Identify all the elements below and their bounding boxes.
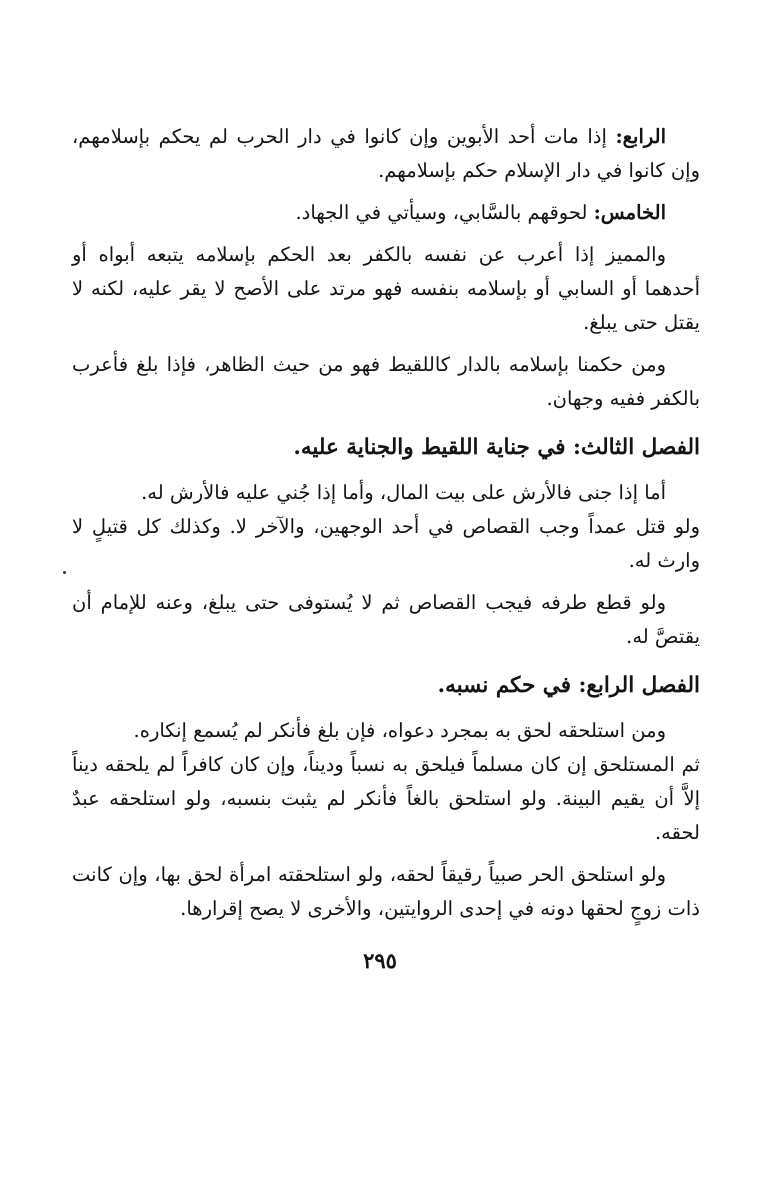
section4-paragraph: ولو استلحق الحر صبياً رقيقاً لحقه، ولو استلحقته امرأة لحق بها، وإن كانت ذات زوجٍ لحقها دونه في إحدى الروايتين، والأخرى لا يصح إقرارها. [72,863,700,920]
paragraph-fourth [72,120,700,188]
section-heading-4: الفصل الرابع: في حكم نسبه. [437,673,700,698]
paragraph-text: إذا مات أحد الأبوين وإن كانوا في دار الحرب لم يحكم بإسلامهم، وإن كانوا في دار الإسلام حكم بإسلامهم. [72,125,700,182]
section-heading-3: الفصل الثالث: في جناية اللقيط والجناية عليه. [293,435,700,460]
paragraph-fifth [72,196,700,230]
page-number: ٢٩٥ [363,948,397,973]
margin-mark [63,571,66,574]
section3-paragraph: ولو قتل عمداً وجب القصاص في أحد الوجهين، والآخر لا. وكذلك كل قتيلٍ لا وارث له. [72,515,700,572]
section3-paragraph: ولو قطع طرفه فيجب القصاص ثم لا يُستوفى حتى يبلغ، وعنه للإمام أن يقتصَّ له. [72,591,700,648]
paragraph-text: ومن حكمنا بإسلامه بالدار كاللقيط فهو من حيث الظاهر، فإذا بلغ فأعرب بالكفر ففيه وجهان. [72,353,700,410]
paragraph-lead: الرابع: [615,125,666,148]
page-body [72,120,700,926]
paragraph-text: لحوقهم بالسَّابي، وسيأتي في الجهاد. [295,201,594,224]
paragraph-lead: الخامس: [593,201,666,224]
paragraph-text: والمميز إذا أعرب عن نفسه بالكفر بعد الحكم بإسلامه يتبعه أبواه أو أحدهما أو السابي أو بإسلامه بنفسه فهو مرتد على الأصح لا يقر عليه، لكنه لا يقتل حتى يبلغ. [72,243,700,334]
section4-paragraph: ومن استلحقه لحق به بمجرد دعواه، فإن بلغ فأنكر لم يُسمع إنكاره. [133,719,666,742]
section3-paragraph: أما إذا جنى فالأرش على بيت المال، وأما إذا جُني عليه فالأرش له. [141,481,666,504]
paragraph-dar [72,348,700,416]
paragraph-mumayyiz [72,238,700,340]
section4-paragraph: ثم المستلحق إن كان مسلماً فيلحق به نسباً وديناً، وإن كان كافراً لم يلحقه ديناً إلاَّ أن يقيم البينة. ولو استلحق بالغاً فأنكر لم يثبت بنسبه، ولو استلحقه عبدٌ لحقه. [72,753,700,844]
